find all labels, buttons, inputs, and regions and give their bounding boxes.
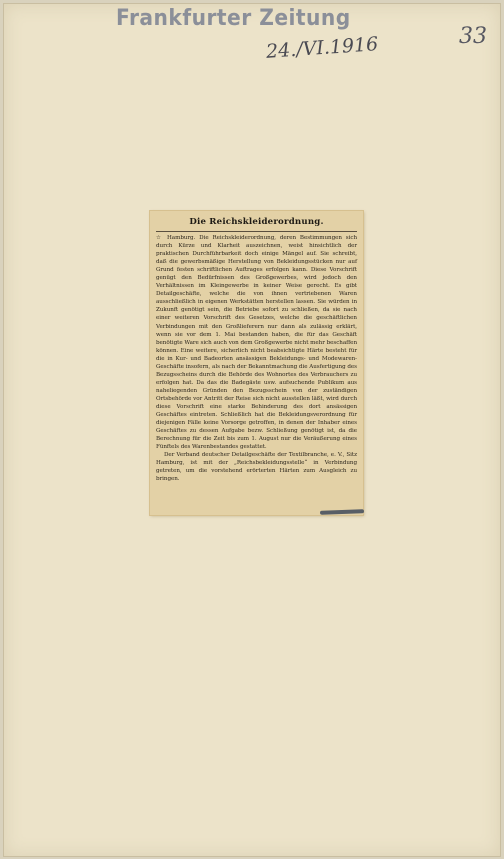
folio-number: 33 <box>459 24 487 49</box>
article-paragraph-1: ☆ Hamburg. Die Reichskleiderordnung, deren Bestimmungen sich durch Kürze und Klarheit auszeichnen, weist hinsichtlich der praktischen Durchführbarkeit doch einige Mängel auf. Sie schreibt, daß die gewerbsmäßige Herstellung von Bekleidungsstücken nur auf Grund festen schriftlichen Auftrages erfolgen kann. Diese Vorschrift genügt den Bedürfnissen des Großgewerbes, wird jedoch den Verhältnissen im Kleingewerbe in keiner Weise gerecht. Es gibt Detailgeschäfte, welche die von ihnen vertriebenen Waren ausschließlich in eigenen Werkstätten herstellen lassen. Sie würden in Zukunft genötigt sein, die Betriebe sofort zu schließen, da sie nach einer weiteren Vorschrift des Gesetzes, welche die geschäftlichen Verbindungen mit den Großlieferern nur dann als zulässig erklärt, wenn sie vor dem 1. Mai bestanden haben, die für das Geschäft benötigte Ware sich auch von dem Großgewerbe nicht mehr beschaffen können. Eine weitere, sicherlich nicht beabsichtigte Härte besteht für die in Kur- und Badeorten ansässigen Bekleidungs- und Modewaren-Geschäfte insofern, als nach der Bekanntmachung die Ausfertigung des Bezugsscheins durch die Behörde des Wohnortes des Verbrauchers zu erfolgen hat. Da das die Badegäste usw. aufsuchende Publikum aus naheliegenden Gründen den Bezugsschein von der zuständigen Ortsbehörde vor Antritt der Reise sich nicht ausstellen läßt, wird durch diese Vorschrift eine starke Behinderung des dort ansässigen Geschäftes eintreten. Schließlich hat die Bekleidungsverordnung für diejenigen Fälle keine Vorsorge getroffen, in denen der Inhaber eines Geschäftes zu dessen Aufgabe bezw. Schließung genötigt ist, da die Berechnung für die Zeit bis zum 1. August nur die Veräußerung eines Fünftels des Warenbestandes gestattet. <box>156 235 357 451</box>
title-rule <box>156 231 357 232</box>
handwritten-date: 24./VI.1916 <box>265 33 379 63</box>
article-paragraph-2: Der Verband deutscher Detailgeschäfte der Textilbranche, e. V., Sitz Hamburg, ist mit der „Reichsbekleidungsstelle“ in Verbindung getreten, um die vorstehend erörterten Härten zum Ausgleich zu bringen. <box>156 452 357 483</box>
newspaper-clipping <box>150 211 363 515</box>
article-title: Die Reichskleiderordnung. <box>189 217 324 227</box>
newspaper-stamp: Frankfurter Zeitung <box>116 6 351 31</box>
